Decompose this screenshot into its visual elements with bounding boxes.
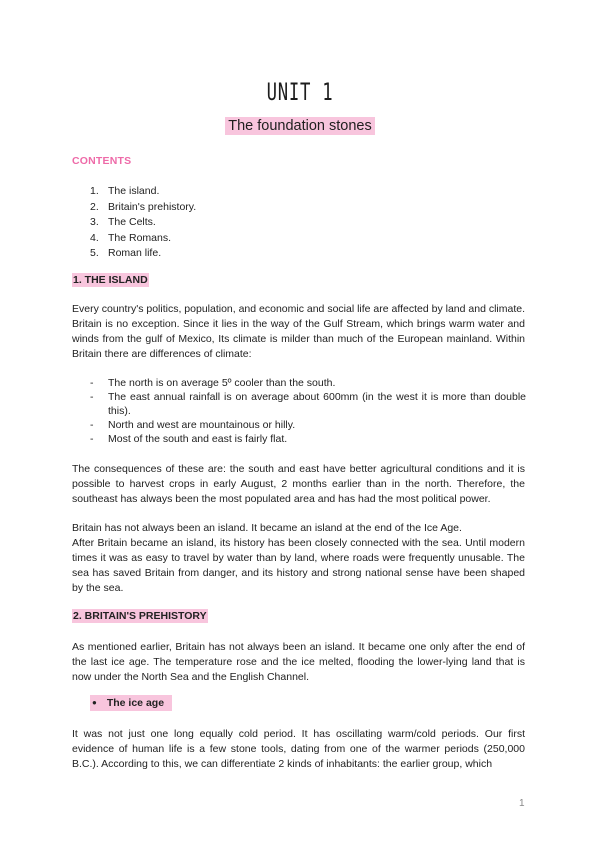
contents-item: [90, 215, 196, 231]
dash-bullet: -: [90, 433, 94, 445]
subtitle-wrap: [0, 117, 600, 135]
contents-item-text: Britain's prehistory.: [108, 200, 197, 213]
contents-list: [90, 184, 196, 262]
contents-item-text: Roman life.: [108, 247, 162, 259]
prehistory-paragraph-intro: As mentioned earlier, Britain has not always been an island. It became one only after the end of the last ice age. The temperature rose and the ice melted, flooding the lower-lying land that is now under the North Sea and the English Channel.: [72, 641, 525, 683]
list-item-text: The east annual rainfall is on average about 600mm (in the west it is more than double this).: [108, 391, 526, 417]
dash-bullet: -: [90, 391, 94, 403]
subheading-text: The ice age: [106, 697, 165, 709]
contents-item-number: 4.: [90, 231, 99, 244]
ice-age-paragraph: It was not just one long equally cold period. It has oscillating warm/cold periods. Our first evidence of human life is a few stone tools, dating from one of the warmer periods (250,000 B.C.). According to this, we can differentiate 2 kinds of inhabitants: the earlier group, which: [72, 728, 525, 770]
section-heading-text: 2. BRITAIN'S PREHISTORY: [73, 610, 207, 622]
section-heading-island: [72, 274, 149, 286]
contents-heading: CONTENTS: [72, 155, 132, 167]
contents-item-number: 2.: [90, 200, 99, 213]
section-heading-text: 1. THE ISLAND: [73, 274, 148, 286]
list-item: [90, 376, 526, 390]
list-item: [90, 432, 526, 446]
list-item-text: The north is on average 5º cooler than the south.: [108, 377, 336, 389]
unit-title: UNIT 1: [266, 78, 334, 106]
contents-item-number: 3.: [90, 216, 99, 228]
list-item: [90, 390, 526, 418]
bullet-dot-icon: ●: [92, 698, 97, 707]
subtitle: The foundation stones: [225, 117, 375, 135]
contents-item: [90, 184, 196, 200]
island-paragraph-climate: Every country's politics, population, and economic and social life are affected by land and climate. Britain is no exception. Since it lies in the way of the Gulf Stream, which brings warm water and winds from the gulf of Mexico, Its climate is milder than much of the European mainland. Within Britain there are differences of climate:: [72, 303, 525, 360]
contents-item: [90, 200, 196, 216]
island-paragraph-sea: After Britain became an island, its history has been closely connected with the sea. Until modern times it was as easy to travel by water than by land, where roads were frequently unusable. The sea has saved Britain from danger, and its history and strong national sense have been shaped by the sea.: [72, 537, 525, 594]
section-heading-prehistory: [72, 610, 208, 622]
contents-item: [90, 231, 196, 247]
subheading-highlight: [90, 695, 172, 711]
dash-bullet: -: [90, 419, 94, 431]
contents-item-text: The Celts.: [108, 216, 156, 228]
list-item: [90, 418, 526, 432]
list-item-text: Most of the south and east is fairly flat.: [108, 433, 288, 445]
page-number: 1: [519, 798, 525, 809]
contents-item-number: 5.: [90, 247, 99, 259]
climate-differences-list: [90, 376, 526, 446]
island-paragraph-consequences: The consequences of these are: the south and east have better agricultural conditions and it is possible to harvest crops in early August, 2 months earlier than in the north. Therefore, the southeast has always been the most populated area and has had the most political power.: [72, 463, 525, 505]
contents-item-text: The island.: [108, 185, 160, 197]
contents-item-text: The Romans.: [108, 231, 172, 244]
subheading-ice-age: [90, 697, 172, 709]
list-item-text: North and west are mountainous or hilly.: [108, 419, 296, 431]
island-paragraph-ice-age-line: Britain has not always been an island. It became an island at the end of the Ice Age.: [72, 522, 462, 534]
dash-bullet: -: [90, 377, 94, 389]
contents-item: [90, 246, 196, 262]
contents-item-number: 1.: [90, 185, 99, 197]
